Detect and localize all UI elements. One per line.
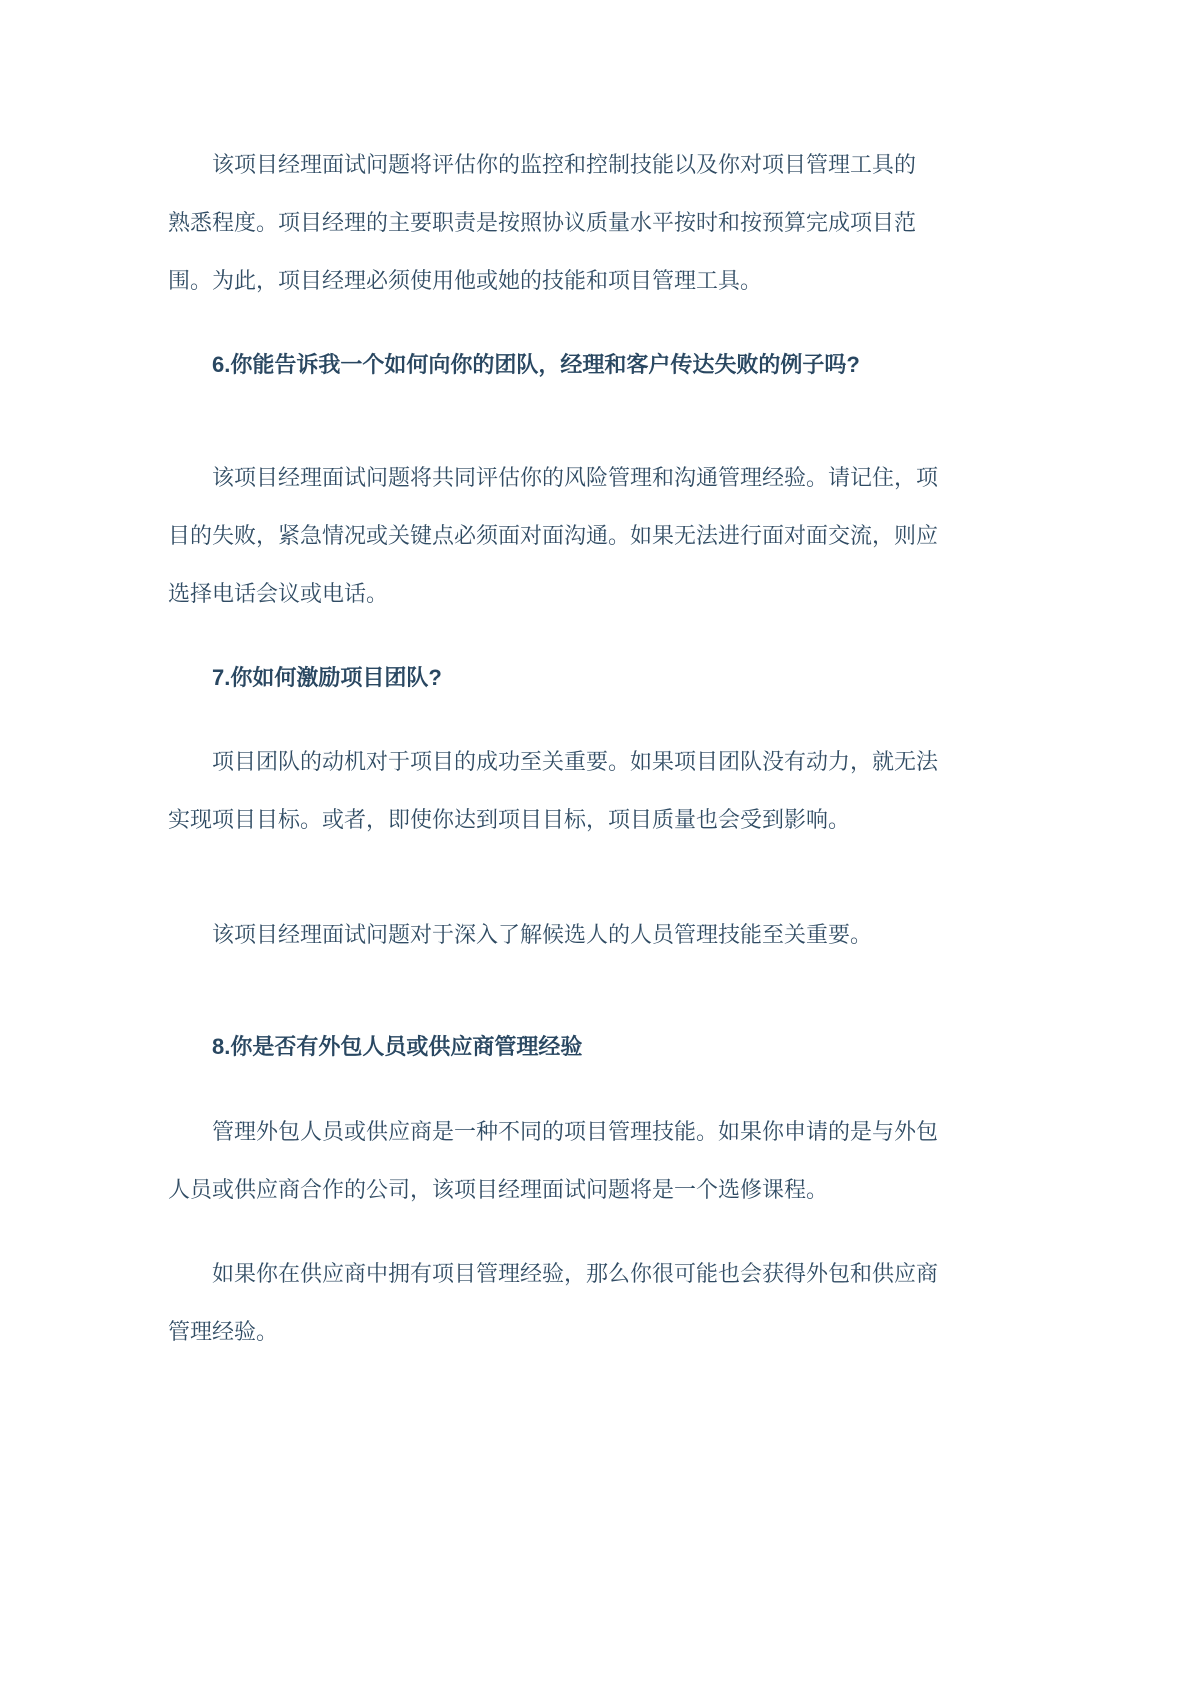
paragraph-line: 该项目经理面试问题将评估你的监控和控制技能以及你对项目管理工具的 bbox=[212, 152, 917, 177]
note-paragraph-q8 bbox=[168, 1245, 968, 1361]
answer-paragraph-q8 bbox=[168, 1103, 968, 1219]
note-paragraph-q7 bbox=[168, 906, 968, 964]
paragraph-line: 该项目经理面试问题对于深入了解候选人的人员管理技能至关重要。 bbox=[212, 922, 873, 947]
paragraph-line: 人员或供应商合作的公司，该项目经理面试问题将是一个选修课程。 bbox=[168, 1177, 829, 1202]
paragraph-line: 熟悉程度。项目经理的主要职责是按照协议质量水平按时和按预算完成项目范 bbox=[168, 210, 917, 235]
paragraph-line: 如果你在供应商中拥有项目管理经验，那么你很可能也会获得外包和供应商 bbox=[212, 1261, 939, 1286]
question-heading-8: 8.你是否有外包人员或供应商管理经验 bbox=[212, 1034, 583, 1059]
answer-paragraph-q7 bbox=[168, 733, 968, 849]
question-heading-7: 7.你如何激励项目团队? bbox=[212, 665, 442, 690]
paragraph-line: 实现项目目标。或者，即使你达到项目目标，项目质量也会受到影响。 bbox=[168, 807, 851, 832]
paragraph-line: 项目团队的动机对于项目的成功至关重要。如果项目团队没有动力，就无法 bbox=[212, 749, 939, 774]
paragraph-line: 围。为此，项目经理必须使用他或她的技能和项目管理工具。 bbox=[168, 268, 763, 293]
answer-paragraph-q6 bbox=[168, 449, 968, 623]
question-heading-6: 6.你能告诉我一个如何向你的团队，经理和客户传达失败的例子吗? bbox=[212, 352, 860, 377]
paragraph-line: 该项目经理面试问题将共同评估你的风险管理和沟通管理经验。请记住，项 bbox=[212, 465, 939, 490]
answer-paragraph-q5 bbox=[168, 136, 968, 310]
paragraph-line: 管理经验。 bbox=[168, 1319, 279, 1344]
paragraph-line: 目的失败，紧急情况或关键点必须面对面沟通。如果无法进行面对面交流，则应 bbox=[168, 523, 939, 548]
paragraph-line: 选择电话会议或电话。 bbox=[168, 581, 389, 606]
paragraph-line: 管理外包人员或供应商是一种不同的项目管理技能。如果你申请的是与外包 bbox=[212, 1119, 939, 1144]
